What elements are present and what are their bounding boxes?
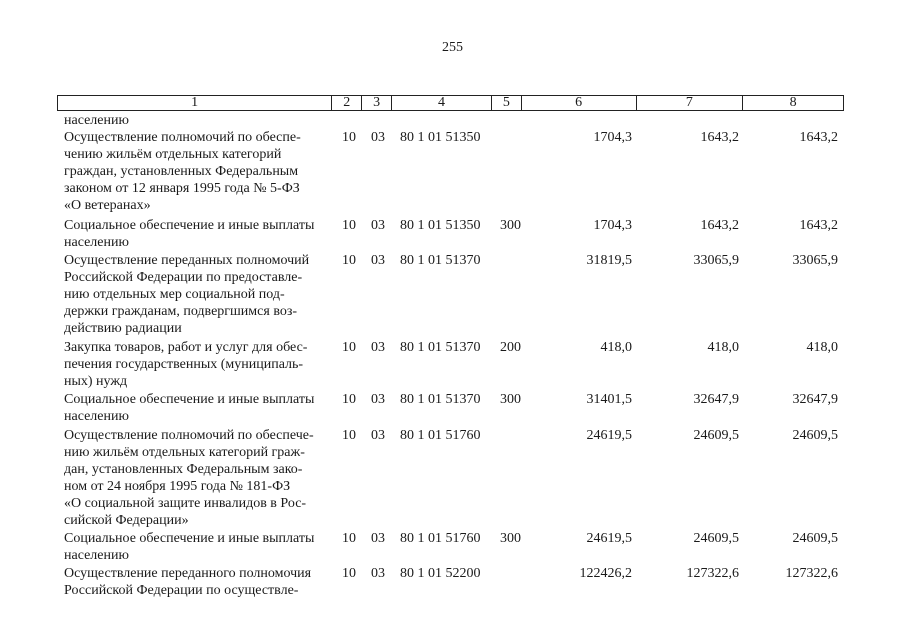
row-section: 10 [342, 253, 356, 268]
row-section: 10 [342, 566, 356, 581]
row-value-7: 24609,5 [693, 428, 739, 443]
row-value-6: 31401,5 [586, 392, 632, 407]
row-value-6: 31819,5 [586, 253, 632, 268]
row-target-code: 80 1 01 51370 [400, 392, 481, 407]
row-section: 10 [342, 218, 356, 233]
row-description: Социальное обеспечение и иные выплаты населению [64, 392, 315, 424]
row-target-code: 80 1 01 51370 [400, 253, 481, 268]
row-section: 10 [342, 340, 356, 355]
row-value-6: 418,0 [600, 340, 632, 355]
row-subsection: 03 [371, 253, 385, 268]
row-value-6: 1704,3 [593, 218, 632, 233]
row-value-8: 32647,9 [792, 392, 838, 407]
row-description: Осуществление переданных полномочий Российской Федерации по предоставле- нию отдельных мер социальной под- держки гражданам, подвергшимся воз- действию радиации [64, 253, 310, 336]
row-description: Осуществление переданного полномочия Российской Федерации по осуществле- [64, 566, 312, 598]
row-section: 10 [342, 531, 356, 546]
row-value-8: 24609,5 [792, 531, 838, 546]
continuation-text: населению [64, 113, 129, 128]
row-value-6: 24619,5 [586, 428, 632, 443]
header-col-7: 7 [637, 96, 744, 110]
header-col-3: 3 [362, 96, 392, 110]
row-subsection: 03 [371, 392, 385, 407]
row-value-6: 122426,2 [579, 566, 632, 581]
row-section: 10 [342, 392, 356, 407]
row-value-7: 418,0 [707, 340, 739, 355]
header-col-2: 2 [332, 96, 362, 110]
row-value-7: 32647,9 [693, 392, 739, 407]
row-section: 10 [342, 428, 356, 443]
page-number: 255 [442, 40, 463, 55]
row-value-8: 1643,2 [799, 218, 838, 233]
row-value-7: 1643,2 [700, 218, 739, 233]
row-description: Осуществление полномочий по обеспе- чению жильём отдельных категорий граждан, установленных Федеральным законом от 12 января 1995 года № 5-ФЗ «О ветеранах» [64, 130, 301, 213]
row-value-6: 24619,5 [586, 531, 632, 546]
header-col-5: 5 [492, 96, 522, 110]
row-value-8: 1643,2 [799, 130, 838, 145]
row-value-8: 24609,5 [792, 428, 838, 443]
row-value-8: 127322,6 [785, 566, 838, 581]
row-description: Закупка товаров, работ и услуг для обес- печения государственных (муниципаль- ных) нужд [64, 340, 308, 389]
row-target-code: 80 1 01 51370 [400, 340, 481, 355]
row-value-7: 1643,2 [700, 130, 739, 145]
row-subsection: 03 [371, 340, 385, 355]
row-section: 10 [342, 130, 356, 145]
row-subsection: 03 [371, 428, 385, 443]
row-subsection: 03 [371, 531, 385, 546]
row-target-code: 80 1 01 51760 [400, 428, 481, 443]
row-value-8: 418,0 [806, 340, 838, 355]
row-expense-type: 300 [500, 531, 521, 546]
header-col-4: 4 [392, 96, 492, 110]
row-expense-type: 300 [500, 392, 521, 407]
row-value-7: 33065,9 [693, 253, 739, 268]
row-target-code: 80 1 01 51760 [400, 531, 481, 546]
row-subsection: 03 [371, 130, 385, 145]
row-subsection: 03 [371, 218, 385, 233]
row-subsection: 03 [371, 566, 385, 581]
row-description: Социальное обеспечение и иные выплаты населению [64, 531, 315, 563]
header-col-8: 8 [789, 95, 797, 110]
row-target-code: 80 1 01 52200 [400, 566, 481, 581]
row-expense-type: 200 [500, 340, 521, 355]
row-description: Социальное обеспечение и иные выплаты населению [64, 218, 315, 250]
row-value-7: 127322,6 [686, 566, 739, 581]
row-value-7: 24609,5 [693, 531, 739, 546]
row-target-code: 80 1 01 51350 [400, 218, 481, 233]
header-col-1: 1 [58, 96, 332, 110]
row-description: Осуществление полномочий по обеспече- нию жильём отдельных категорий граж- дан, установленных Федеральным зако- ном от 24 ноября 1995 года № 181-ФЗ «О социальной защите инвалидов в Рос- сийской Федерации» [64, 428, 314, 528]
header-col-6: 6 [522, 96, 637, 110]
row-value-8: 33065,9 [792, 253, 838, 268]
row-value-6: 1704,3 [593, 130, 632, 145]
row-target-code: 80 1 01 51350 [400, 130, 481, 145]
table-header [57, 95, 844, 111]
row-expense-type: 300 [500, 218, 521, 233]
